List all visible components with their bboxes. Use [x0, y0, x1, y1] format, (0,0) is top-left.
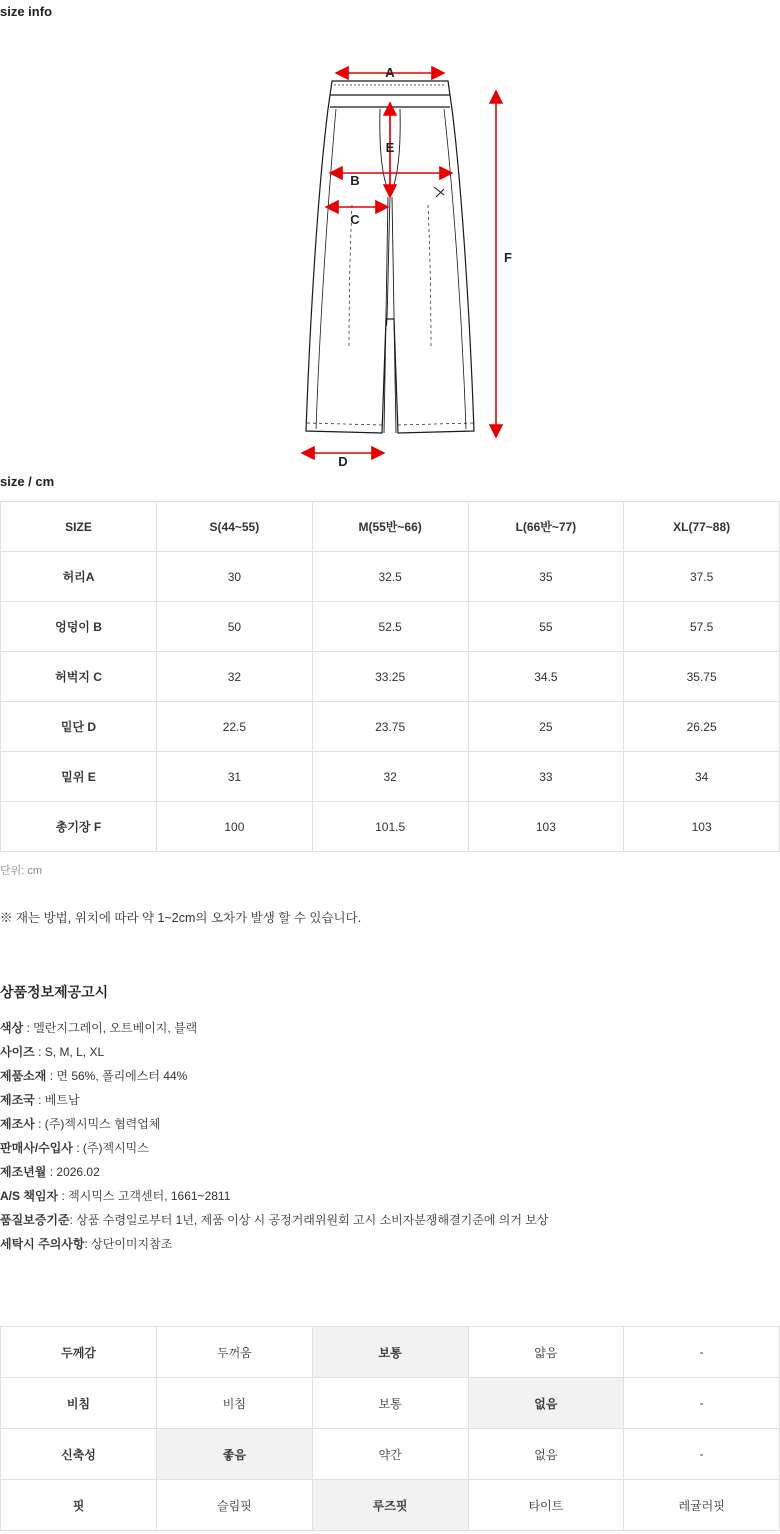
- cell-hem-m: 23.75: [312, 702, 468, 752]
- size-table: [0, 501, 780, 852]
- info-label: 제조국: [0, 1093, 35, 1107]
- cell-thigh-s: 32: [157, 652, 313, 702]
- row-label-hem: 밑단 D: [1, 702, 157, 752]
- cell-thickness-2: 얇음: [468, 1327, 624, 1378]
- row-label-fit: 핏: [1, 1480, 157, 1531]
- table-row: [1, 752, 780, 802]
- info-sep: :: [23, 1021, 34, 1035]
- info-line-warranty: [0, 1208, 780, 1232]
- cell-waist-s: 30: [157, 552, 313, 602]
- cell-fit-1: 루즈핏: [312, 1480, 468, 1531]
- cell-stretch-2: 없음: [468, 1429, 624, 1480]
- table-row: [1, 652, 780, 702]
- row-label-hip: 엉덩이 B: [1, 602, 157, 652]
- table-row: [1, 802, 780, 852]
- cell-thickness-0: 두꺼움: [157, 1327, 313, 1378]
- row-label-thickness: 두께감: [1, 1327, 157, 1378]
- info-sep: :: [72, 1141, 83, 1155]
- table-row: [1, 1378, 780, 1429]
- cell-total-l: 103: [468, 802, 624, 852]
- info-value: 젝시믹스 고객센터, 1661~2811: [68, 1189, 231, 1203]
- row-label-thigh: 허벅지 C: [1, 652, 157, 702]
- size-col-header-m: M(55반~66): [312, 502, 468, 552]
- diagram-label-a: A: [385, 65, 395, 80]
- info-sep: :: [34, 1045, 45, 1059]
- row-label-rise: 밑위 E: [1, 752, 157, 802]
- pants-diagram-svg: [0, 19, 780, 474]
- cell-hip-xl: 57.5: [624, 602, 780, 652]
- cell-sheerness-3: -: [624, 1378, 780, 1429]
- cell-stretch-3: -: [624, 1429, 780, 1480]
- cell-hip-l: 55: [468, 602, 624, 652]
- cell-rise-m: 32: [312, 752, 468, 802]
- row-label-sheerness: 비침: [1, 1378, 157, 1429]
- info-sep: :: [69, 1213, 77, 1227]
- measurement-caution-note: ※ 재는 방법, 위치에 따라 약 1~2cm의 오차가 발생 할 수 있습니다.: [0, 911, 362, 925]
- info-label: A/S 책임자: [0, 1189, 59, 1203]
- info-label: 사이즈: [0, 1045, 35, 1059]
- row-label-waist: 허리A: [1, 552, 157, 602]
- diagram-label-f: F: [504, 250, 512, 265]
- info-label: 제조년월: [0, 1165, 47, 1179]
- cell-waist-m: 32.5: [312, 552, 468, 602]
- info-label: 품질보증기준: [0, 1213, 70, 1227]
- size-col-header-xl: XL(77~88): [624, 502, 780, 552]
- table-row: [1, 702, 780, 752]
- size-col-header-l: L(66반~77): [468, 502, 624, 552]
- info-label: 제품소재: [0, 1069, 47, 1083]
- cell-thigh-m: 33.25: [312, 652, 468, 702]
- cell-hip-m: 52.5: [312, 602, 468, 652]
- info-line-manufacturer: [0, 1112, 780, 1136]
- table-row: [1, 602, 780, 652]
- info-value: 2026.02: [56, 1165, 100, 1179]
- cell-rise-xl: 34: [624, 752, 780, 802]
- info-line-as-contact: [0, 1184, 780, 1208]
- info-value: (주)젝시믹스: [82, 1141, 149, 1155]
- cell-thigh-xl: 35.75: [624, 652, 780, 702]
- info-line-material: [0, 1064, 780, 1088]
- info-sep: :: [46, 1165, 57, 1179]
- table-row: [1, 1480, 780, 1531]
- cell-thickness-3: -: [624, 1327, 780, 1378]
- info-sep: :: [34, 1093, 45, 1107]
- page-title: size info: [0, 4, 53, 19]
- cell-sheerness-0: 비침: [157, 1378, 313, 1429]
- fabric-attribute-table: [0, 1326, 780, 1531]
- table-row: [1, 552, 780, 602]
- info-value: S, M, L, XL: [44, 1045, 105, 1059]
- cell-hip-s: 50: [157, 602, 313, 652]
- info-label: 제조사: [0, 1117, 35, 1131]
- info-value: 베트남: [44, 1093, 80, 1107]
- info-value: 상품 수령일로부터 1년, 제품 이상 시 공정거래위원회 고시 소비자분쟁해결기준에 의거 보상: [76, 1213, 549, 1227]
- cell-stretch-1: 약간: [312, 1429, 468, 1480]
- info-line-color: [0, 1016, 780, 1040]
- diagram-label-b: B: [350, 173, 360, 188]
- info-label: 세탁시 주의사항: [0, 1237, 85, 1251]
- product-info-title: 상품정보제공고시: [0, 984, 109, 1000]
- cell-hem-s: 22.5: [157, 702, 313, 752]
- cell-fit-3: 레귤러핏: [624, 1480, 780, 1531]
- pants-measurement-diagram: [0, 19, 780, 474]
- info-line-country: [0, 1088, 780, 1112]
- cell-hem-xl: 26.25: [624, 702, 780, 752]
- table-row: [1, 1429, 780, 1480]
- info-value: 멜란지그레이, 오트베이지, 블랙: [33, 1021, 198, 1035]
- cell-thickness-1: 보통: [312, 1327, 468, 1378]
- cell-sheerness-1: 보통: [312, 1378, 468, 1429]
- size-cm-title: size / cm: [0, 474, 55, 489]
- info-sep: :: [58, 1189, 69, 1203]
- info-value: 상단이미지참조: [91, 1237, 173, 1251]
- cell-total-m: 101.5: [312, 802, 468, 852]
- unit-note: 단위: cm: [0, 865, 43, 877]
- info-sep: :: [84, 1237, 92, 1251]
- cell-rise-s: 31: [157, 752, 313, 802]
- cell-hem-l: 25: [468, 702, 624, 752]
- cell-thigh-l: 34.5: [468, 652, 624, 702]
- cell-sheerness-2: 없음: [468, 1378, 624, 1429]
- cell-fit-2: 타이트: [468, 1480, 624, 1531]
- info-line-seller: [0, 1136, 780, 1160]
- cell-fit-0: 슬림핏: [157, 1480, 313, 1531]
- cell-rise-l: 33: [468, 752, 624, 802]
- cell-waist-l: 35: [468, 552, 624, 602]
- info-sep: :: [46, 1069, 57, 1083]
- cell-stretch-0: 좋음: [157, 1429, 313, 1480]
- diagram-label-e: E: [385, 140, 395, 155]
- info-line-size: [0, 1040, 780, 1064]
- info-value: 면 56%, 폴리에스터 44%: [56, 1069, 188, 1083]
- info-sep: :: [34, 1117, 45, 1131]
- info-value: (주)젝시믹스 협력업체: [44, 1117, 161, 1131]
- diagram-label-c: C: [350, 212, 360, 227]
- diagram-label-d: D: [338, 454, 348, 469]
- info-label: 판매사/수입사: [0, 1141, 73, 1155]
- info-label: 색상: [0, 1021, 24, 1035]
- table-header-row: [1, 502, 780, 552]
- cell-total-s: 100: [157, 802, 313, 852]
- size-col-header: SIZE: [1, 502, 157, 552]
- info-line-care: [0, 1232, 780, 1256]
- row-label-stretch: 신축성: [1, 1429, 157, 1480]
- cell-total-xl: 103: [624, 802, 780, 852]
- table-row: [1, 1327, 780, 1378]
- cell-waist-xl: 37.5: [624, 552, 780, 602]
- size-col-header-s: S(44~55): [157, 502, 313, 552]
- product-info-list: [0, 1016, 780, 1256]
- row-label-total-length: 총기장 F: [1, 802, 157, 852]
- info-line-manufacture-date: [0, 1160, 780, 1184]
